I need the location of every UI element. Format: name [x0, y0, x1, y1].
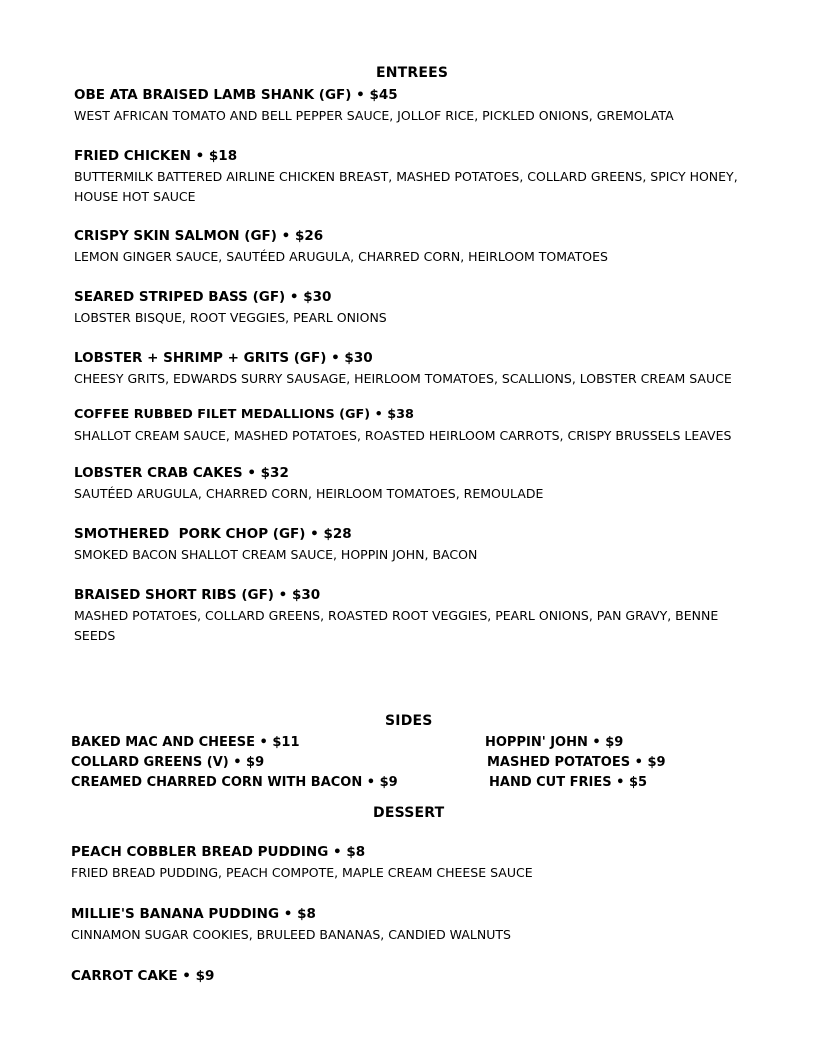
menu-item	[71, 967, 771, 985]
item-name: MILLIE'S BANANA PUDDING • $8	[71, 906, 316, 922]
item-name: SMOTHERED PORK CHOP (GF) • $28	[74, 526, 352, 542]
item-name: PEACH COBBLER BREAD PUDDING • $8	[71, 844, 366, 860]
item-description: LEMON GINGER SAUCE, SAUTÉED ARUGULA, CHARRED CORN, HEIRLOOM TOMATOES	[74, 249, 608, 264]
menu-item	[74, 525, 774, 565]
item-description: BUTTERMILK BATTERED AIRLINE CHICKEN BREAST, MASHED POTATOES, COLLARD GREENS, SPICY HONEY, HOUSE HOT SAUCE	[74, 169, 738, 204]
item-description: CINNAMON SUGAR COOKIES, BRULEED BANANAS, CANDIED WALNUTS	[71, 927, 511, 942]
item-description: CHEESY GRITS, EDWARDS SURRY SAUSAGE, HEIRLOOM TOMATOES, SCALLIONS, LOBSTER CREAM SAUCE	[74, 371, 732, 386]
item-name: SEARED STRIPED BASS (GF) • $30	[74, 289, 332, 305]
menu-item	[74, 86, 774, 126]
item-description: SMOKED BACON SHALLOT CREAM SAUCE, HOPPIN JOHN, BACON	[74, 547, 478, 562]
menu-item	[71, 843, 771, 883]
item-name: COFFEE RUBBED FILET MEDALLIONS (GF) • $38	[74, 407, 414, 422]
side-item: MASHED POTATOES • $9	[487, 755, 666, 770]
menu-item	[71, 905, 771, 945]
menu-item	[74, 349, 774, 389]
item-name: OBE ATA BRAISED LAMB SHANK (GF) • $45	[74, 87, 398, 103]
entrees-heading: ENTREES	[376, 65, 449, 81]
menu-item	[74, 464, 774, 504]
item-description: MASHED POTATOES, COLLARD GREENS, ROASTED ROOT VEGGIES, PEARL ONIONS, PAN GRAVY, BENNE SEEDS	[74, 608, 719, 643]
sides-heading: SIDES	[385, 713, 433, 729]
menu-item	[74, 586, 734, 645]
side-item: HOPPIN' JOHN • $9	[485, 735, 624, 750]
side-item: CREAMED CHARRED CORN WITH BACON • $9	[71, 775, 398, 790]
item-description: SAUTÉED ARUGULA, CHARRED CORN, HEIRLOOM TOMATOES, REMOULADE	[74, 486, 544, 501]
menu-item	[74, 147, 774, 206]
item-name: FRIED CHICKEN • $18	[74, 148, 238, 164]
item-name: BRAISED SHORT RIBS (GF) • $30	[74, 587, 321, 603]
item-description: SHALLOT CREAM SAUCE, MASHED POTATOES, ROASTED HEIRLOOM CARROTS, CRISPY BRUSSELS LEAVES	[74, 428, 732, 443]
item-description: WEST AFRICAN TOMATO AND BELL PEPPER SAUCE, JOLLOF RICE, PICKLED ONIONS, GREMOLATA	[74, 108, 674, 123]
item-name: LOBSTER + SHRIMP + GRITS (GF) • $30	[74, 350, 373, 366]
side-item: HAND CUT FRIES • $5	[489, 775, 648, 790]
menu-item	[74, 288, 774, 328]
menu-item	[74, 227, 774, 267]
menu-item	[74, 406, 794, 446]
dessert-heading: DESSERT	[373, 805, 445, 821]
item-description: LOBSTER BISQUE, ROOT VEGGIES, PEARL ONIONS	[74, 310, 387, 325]
side-item: BAKED MAC AND CHEESE • $11	[71, 735, 300, 750]
item-name: LOBSTER CRAB CAKES • $32	[74, 465, 289, 481]
item-description: FRIED BREAD PUDDING, PEACH COMPOTE, MAPLE CREAM CHEESE SAUCE	[71, 865, 533, 880]
item-name: CARROT CAKE • $9	[71, 968, 215, 984]
item-name: CRISPY SKIN SALMON (GF) • $26	[74, 228, 324, 244]
side-item: COLLARD GREENS (V) • $9	[71, 755, 265, 770]
